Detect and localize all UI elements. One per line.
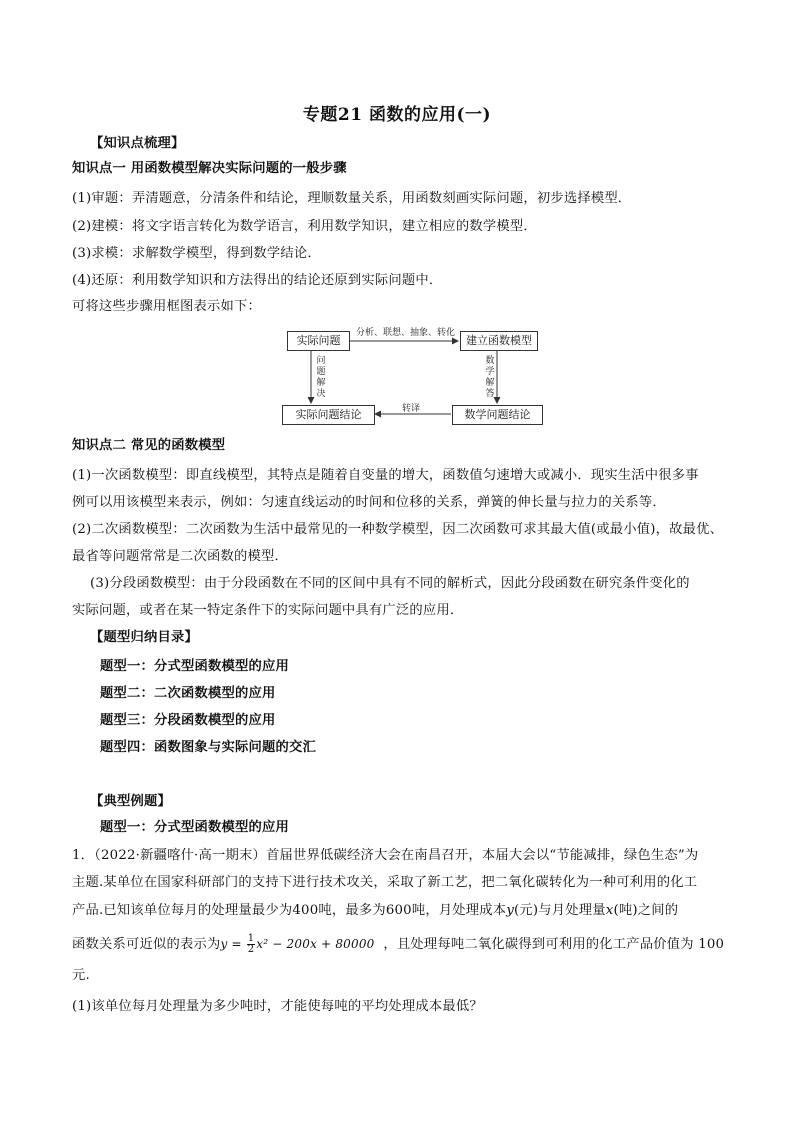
page-title: 专题21 函数的应用(一) xyxy=(302,105,492,125)
catalog-item-2: 题型二：二次函数模型的应用 xyxy=(100,686,276,701)
label-bottom: 转译 xyxy=(402,404,421,414)
label-left: 问 题 解 决 xyxy=(316,356,326,399)
box-build-model: 建立函数模型 xyxy=(460,331,538,351)
kp1-line-5: 可将这些步骤用框图表示如下： xyxy=(72,299,261,314)
label-right: 数 学 解 答 xyxy=(485,356,495,399)
box-actual-conclusion: 实际问题结论 xyxy=(282,405,375,425)
catalog-item-1: 题型一：分式型函数模型的应用 xyxy=(100,659,289,674)
type1-title: 题型一：分式型函数模型的应用 xyxy=(100,820,289,835)
label-top: 分析、联想、抽象、转化 xyxy=(356,328,456,338)
kp1-title: 知识点一 用函数模型解决实际问题的一般步骤 xyxy=(72,161,347,176)
knowledge-header: 【知识点梳理】 xyxy=(90,136,185,151)
problem1-line-2: 主题.某单位在国家科研部门的支持下进行技术攻关，采取了新工艺，把二氧化碳转化为一种可利用的化工 xyxy=(72,875,698,890)
catalog-item-3: 题型三：分段函数模型的应用 xyxy=(100,713,276,728)
kp2-line-6: 实际问题，或者在某一特定条件下的实际问题中具有广泛的应用． xyxy=(72,603,464,618)
kp1-line-3: (3)求模：求解数学模型，得到数学结论． xyxy=(72,246,321,261)
var-y: y xyxy=(506,903,515,918)
problem1-line-4: 函数关系可近似的表示为y = $\frac{1}{2}$ x² − 200x + 80000 ，且处理每吨二氧化碳得到可利用的化工产品价值为 100 xyxy=(72,933,725,955)
kp2-line-5: (3)分段函数模型：由于分段函数在不同的区间中具有不同的解析式，因此分段函数在研究条件变化的 xyxy=(90,576,690,591)
examples-header: 【典型例题】 xyxy=(90,794,171,809)
kp2-line-2: 例可以用该模型来表示，例如：匀速直线运动的时间和位移的关系，弹簧的伸长量与拉力的关系等． xyxy=(72,495,666,510)
box-math-conclusion: 数学问题结论 xyxy=(452,405,543,425)
kp1-line-1: (1)审题：弄清题意，分清条件和结论，理顺数量关系，用函数刻画实际问题，初步选择模型． xyxy=(72,191,632,206)
catalog-header: 【题型归纳目录】 xyxy=(90,630,198,645)
kp2-line-1: (1)一次函数模型：即直线模型，其特点是随着自变量的增大，函数值匀速增大或减小．现实生活中很多事 xyxy=(72,468,699,483)
cost-formula: y = $\frac{1}{2}$ x² − 200x + 80000 xyxy=(220,933,375,955)
kp2-line-3: (2)二次函数模型：二次函数为生活中最常见的一种数学模型，因二次函数可求其最大值(或最小值)，故最优、 xyxy=(72,522,724,537)
kp2-title: 知识点二 常见的函数模型 xyxy=(72,438,226,453)
problem1-line-5: 元. xyxy=(72,968,90,983)
box-actual-problem: 实际问题 xyxy=(287,331,350,351)
kp1-line-2: (2)建模：将文字语言转化为数学语言，利用数学知识，建立相应的数学模型． xyxy=(72,219,537,234)
var-x: x xyxy=(605,903,614,918)
problem1-line-3: 产品.已知该单位每月的处理量最少为400吨，最多为600吨，月处理成本y(元)与月处理量x(吨)之间的 xyxy=(72,903,679,918)
problem1-question-1: (1)该单位每月处理量为多少吨时，才能使每吨的平均处理成本最低？ xyxy=(72,999,483,1014)
kp2-line-4: 最省等问题常常是二次函数的模型． xyxy=(72,549,288,564)
catalog-item-4: 题型四：函数图象与实际问题的交汇 xyxy=(100,740,316,755)
problem1-line-1: 1．（2022·新疆喀什·高一期末）首届世界低碳经济大会在南昌召开，本届大会以“节能减排，绿色生态”为 xyxy=(72,848,699,863)
kp1-line-4: (4)还原：利用数学知识和方法得出的结论还原到实际问题中． xyxy=(72,273,443,288)
